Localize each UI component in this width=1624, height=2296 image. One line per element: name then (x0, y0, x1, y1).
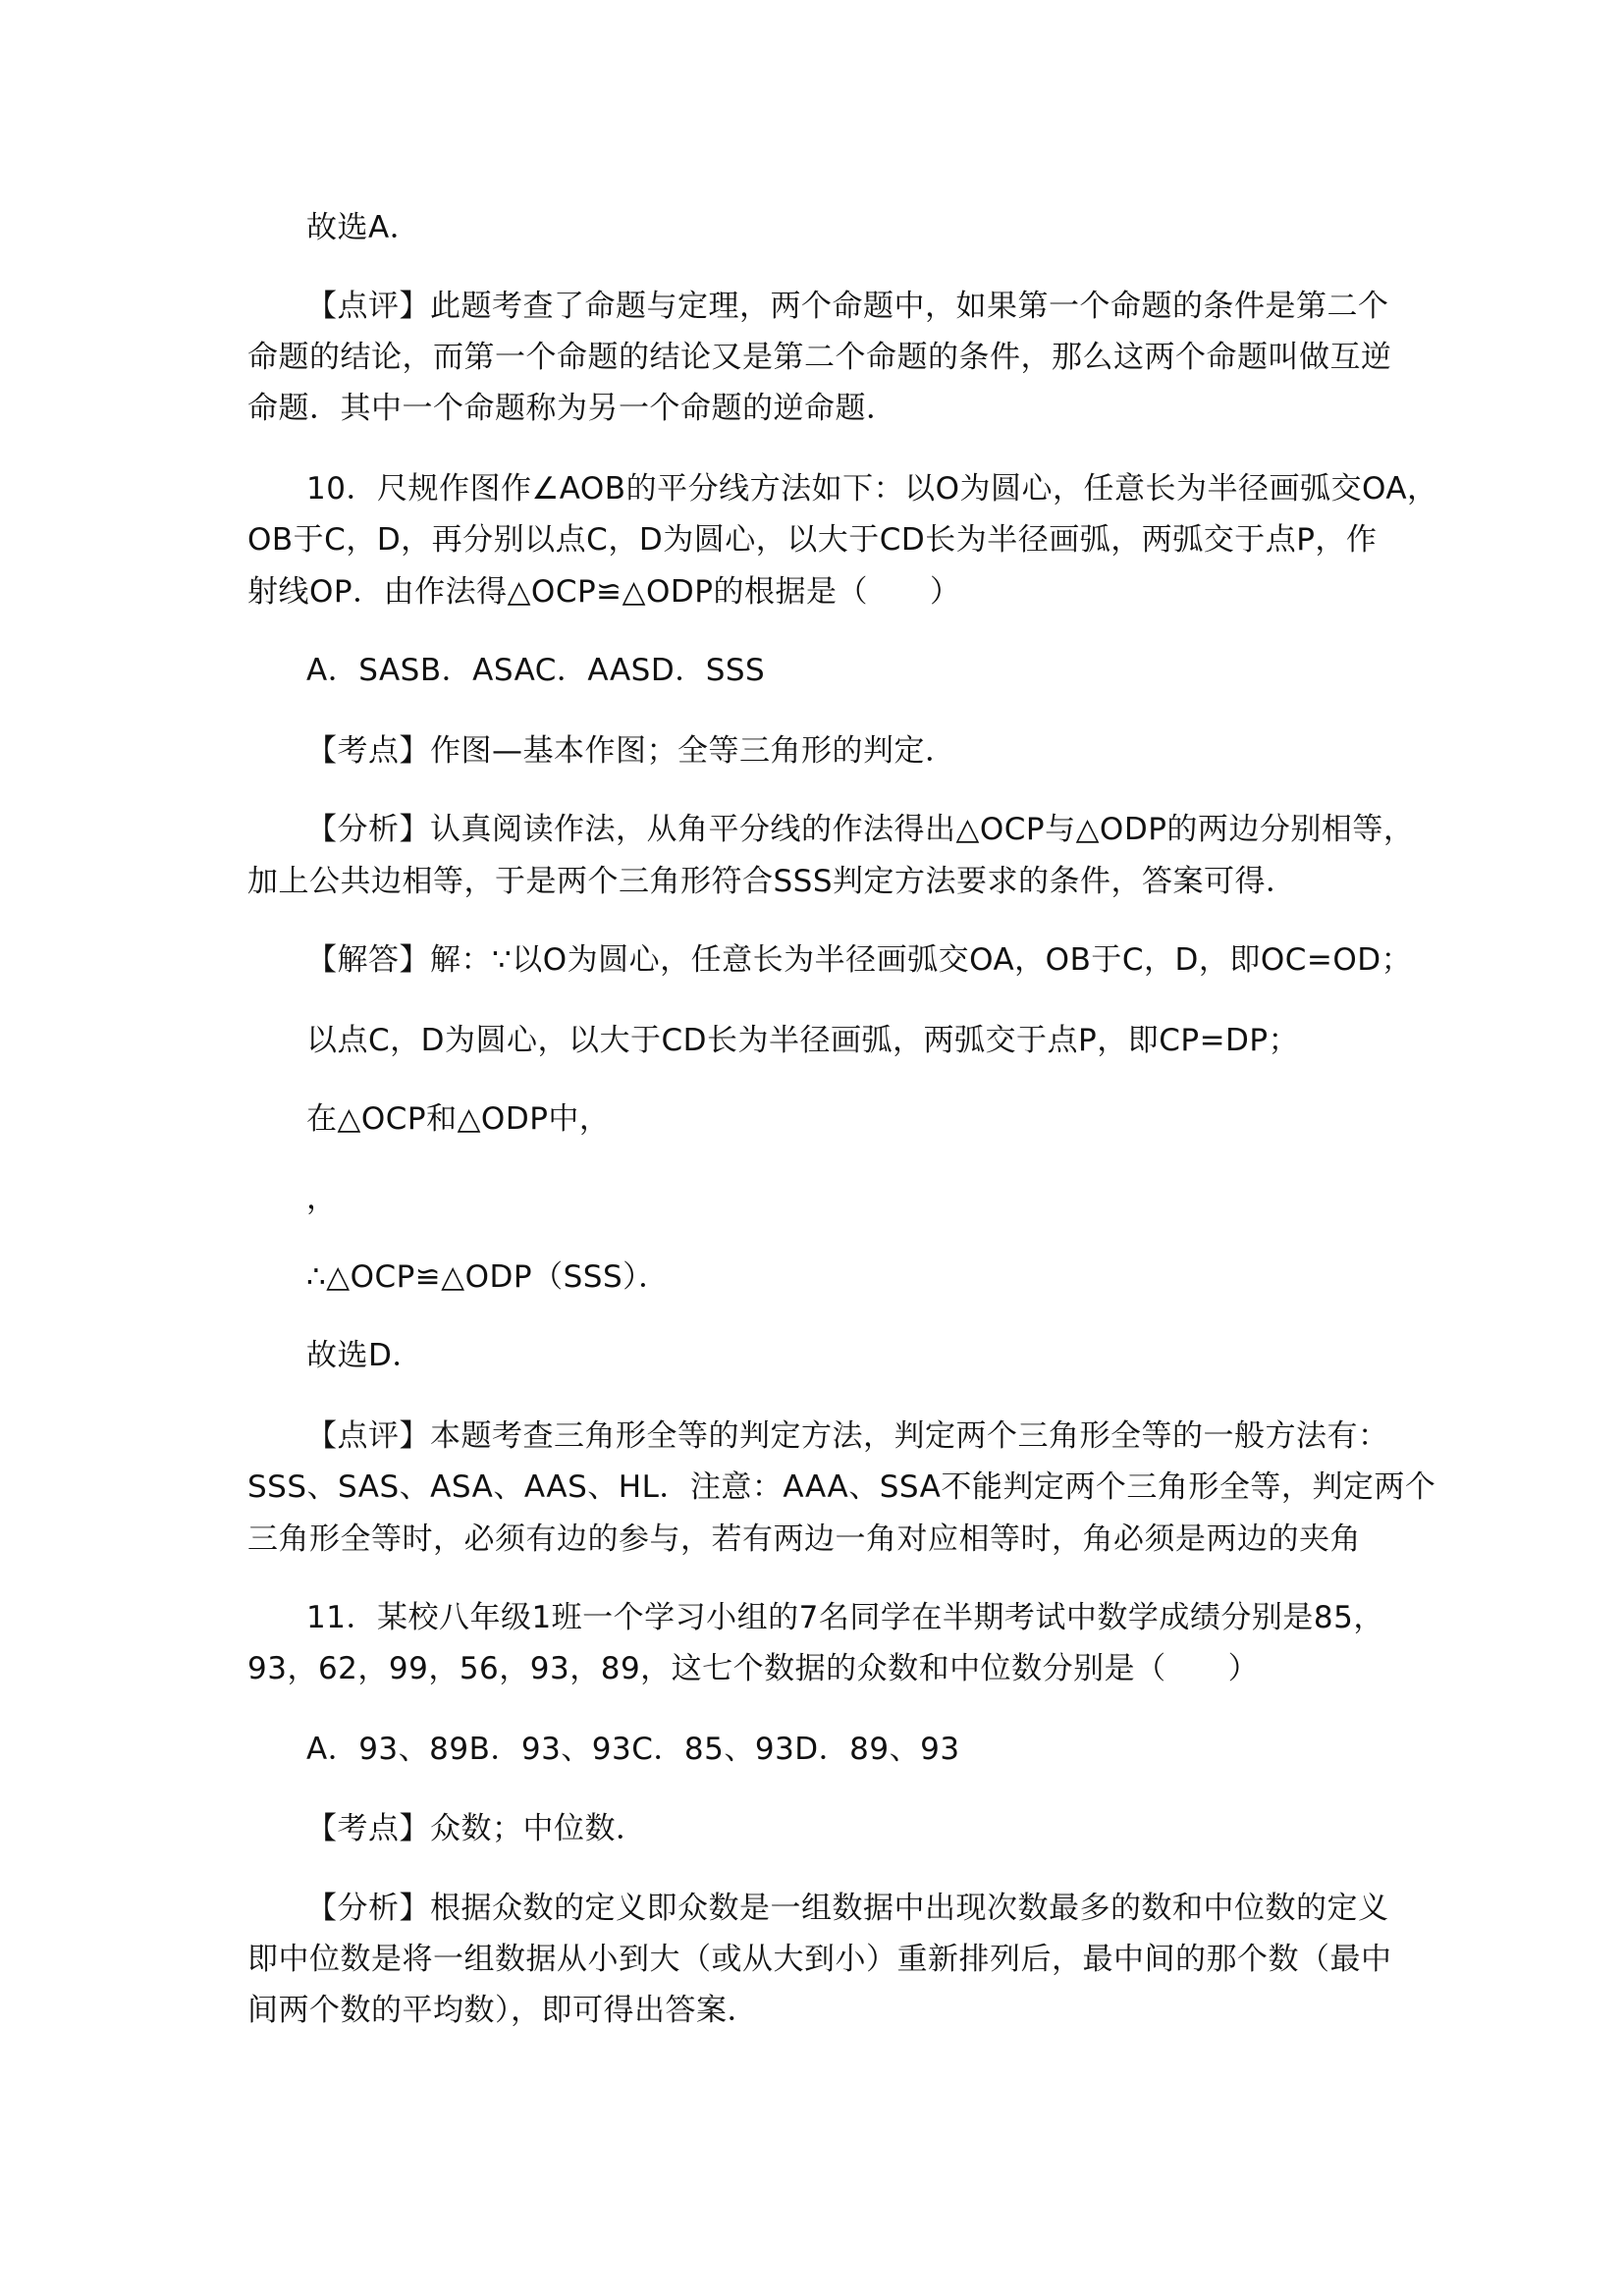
text-line: 【点评】本题考查三角形全等的判定方法，判定两个三角形全等的一般方法有： (306, 1418, 1389, 1454)
text-line: 93，62，99，56，93，89，这七个数据的众数和中位数分别是（ ） (247, 1651, 1260, 1686)
text-line: ， (306, 1181, 338, 1216)
text-line: 以点C，D为圆心，以大于CD长为半径画弧，两弧交于点P，即CP=DP； (306, 1023, 1300, 1058)
text-line: 【点评】此题考查了命题与定理，两个命题中，如果第一个命题的条件是第二个 (306, 289, 1389, 324)
text-line: 【分析】认真阅读作法，从角平分线的作法得出△OCP与△ODP的两边分别相等， (306, 812, 1415, 847)
text-line: 11．某校八年级1班一个学习小组的7名同学在半期考试中数学成绩分别是85， (306, 1600, 1384, 1635)
text-line: 【分析】根据众数的定义即众数是一组数据中出现次数最多的数和中位数的定义 (306, 1891, 1389, 1926)
text-line: 即中位数是将一组数据从小到大（或从大到小）重新排列后，最中间的那个数（最中 (247, 1942, 1392, 1977)
text-line: 在△OCP和△ODP中， (306, 1101, 611, 1137)
text-line: A．93、89B．93、93C．85、93D．89、93 (306, 1732, 960, 1767)
text-line: 命题的结论，而第一个命题的结论又是第二个命题的条件，那么这两个命题叫做互逆 (247, 340, 1392, 375)
text-line: SSS、SAS、ASA、AAS、HL．注意：AAA、SSA不能判定两个三角形全等，判定两个 (247, 1469, 1436, 1505)
text-line: OB于C，D，再分别以点C，D为圆心，以大于CD长为半径画弧，两弧交于点P，作 (247, 522, 1378, 558)
text-line: 【考点】众数；中位数． (306, 1811, 647, 1846)
text-line: 加上公共边相等，于是两个三角形符合SSS判定方法要求的条件，答案可得． (247, 864, 1297, 899)
text-line: 【考点】作图—基本作图；全等三角形的判定． (306, 733, 956, 769)
text-line: 10．尺规作图作∠AOB的平分线方法如下：以O为圆心，任意长为半径画弧交OA， (306, 471, 1438, 507)
text-line: 故选D． (306, 1338, 423, 1373)
text-line: 间两个数的平均数），即可得出答案． (247, 1993, 758, 2028)
text-line: 命题．其中一个命题称为另一个命题的逆命题． (247, 391, 897, 426)
text-line: ∴△OCP≌△ODP（SSS）． (306, 1259, 670, 1295)
text-line: A．SASB．ASAC．AASD．SSS (306, 653, 766, 688)
text-line: 三角形全等时，必须有边的参与，若有两边一角对应相等时，角必须是两边的夹角 (247, 1522, 1361, 1557)
text-line: 故选A． (306, 210, 421, 245)
text-line: 射线OP．由作法得△OCP≌△ODP的根据是（ ） (247, 574, 961, 610)
text-line: 【解答】解：∵以O为圆心，任意长为半径画弧交OA，OB于C，D，即OC=OD； (306, 942, 1413, 978)
